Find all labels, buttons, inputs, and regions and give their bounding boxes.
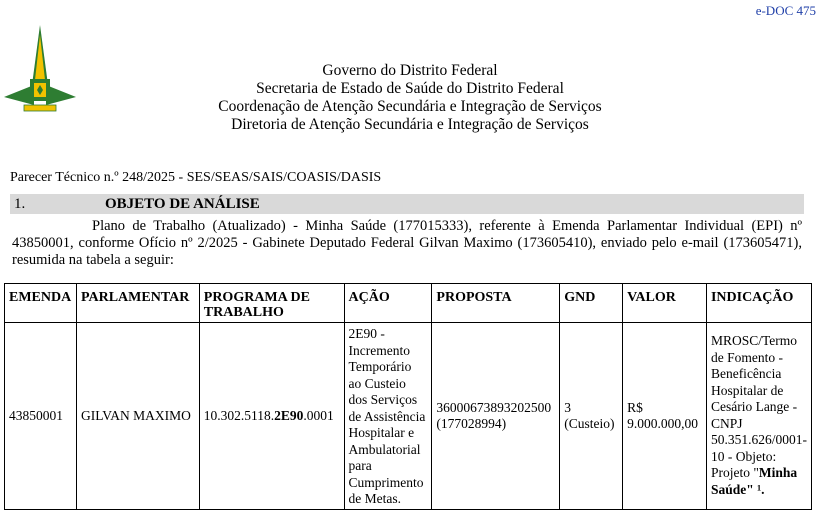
cell-parlamentar: GILVAN MAXIMO [76,323,199,510]
cell-indicacao: MROSC/Termo de Fomento - Beneficência Hospitalar de Cesário Lange - CNPJ 50.351.626/0001-10 - Objeto: Projeto "Minha Saúde" ¹. [706,323,811,510]
cell-acao: 2E90 - Incremento Temporário ao Custeio dos Serviços de Assistência Hospitalar e Ambulatorial para Cumprimento de Metas. [344,323,432,510]
section-number: 1. [14,196,26,212]
column-header: PROGRAMA DE TRABALHO [199,284,344,323]
header-line: Secretaria de Estado de Saúde do Distrito Federal [256,80,564,97]
cell-programa: 10.302.5118.2E90.0001 [199,323,344,510]
cell-emenda: 43850001 [5,323,77,510]
header-line: Governo do Distrito Federal [322,62,498,79]
cell-valor: R$ 9.000.000,00 [623,323,707,510]
cell-proposta: 36000673893202500 (177028994) [432,323,560,510]
header-line: Diretoria de Atenção Secundária e Integração de Serviços [231,116,589,133]
header-line: Coordenação de Atenção Secundária e Integração de Serviços [218,98,602,115]
parecer-reference: Parecer Técnico n.º 248/2025 - SES/SEAS/SAIS/COASIS/DASIS [10,170,382,185]
section-heading [10,194,804,214]
column-header: VALOR [623,284,707,323]
summary-table [4,283,812,510]
column-header: GND [560,284,623,323]
table-header-row [5,284,812,323]
column-header: AÇÃO [344,284,432,323]
paragraph-text: Plano de Trabalho (Atualizado) - Minha Saúde (177015333), referente à Emenda Parlamentar Individual (EPI) nº 43850001, conforme Ofício nº 2/2025 - Gabinete Deputado Federal Gilvan Maximo (173605410), enviado pelo e-mail (173605471), resumida na tabela a seguir: [12,218,802,268]
column-header: PARLAMENTAR [76,284,199,323]
column-header: PROPOSTA [432,284,560,323]
section-title: OBJETO DE ANÁLISE [105,196,260,212]
column-header: EMENDA [5,284,77,323]
table-row [5,323,812,510]
cell-gnd: 3 (Custeio) [560,323,623,510]
brasilia-coat-of-arms-icon [4,25,76,121]
document-id: e-DOC 475 [755,3,816,18]
institution-header [180,62,640,134]
analysis-paragraph [12,218,802,269]
column-header: INDICAÇÃO [706,284,811,323]
